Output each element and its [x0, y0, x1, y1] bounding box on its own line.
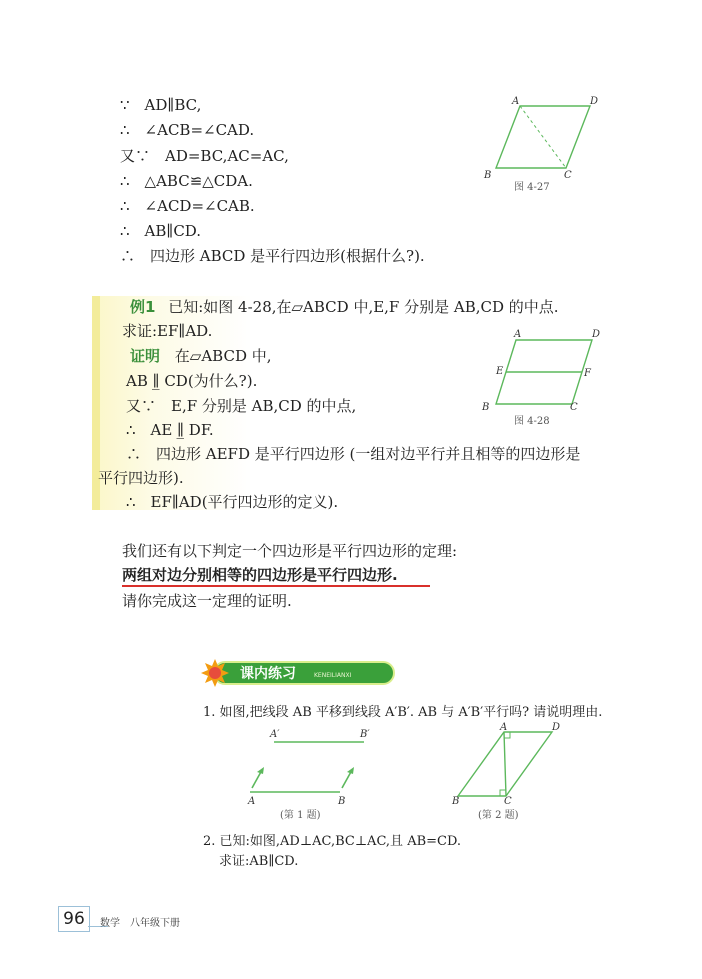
exercise-q1: 1. 如图,把线段 AB 平移到线段 A′B′. AB 与 A′B′平行吗? 请说明理由. [203, 705, 603, 720]
theorem-task: 请你完成这一定理的证明. [122, 592, 292, 610]
fig2-caption: (第 2 题) [478, 810, 519, 821]
figure-q1 [240, 726, 390, 826]
banner-title: 课内练习 [240, 666, 296, 682]
banner-subtitle: KENEILIANXI [314, 672, 352, 679]
example-given-text: 已知:如图 4-28,在▱ABCD 中,E,F 分别是 AB,CD 的中点. [168, 298, 559, 316]
example-line-3: ∴ AE ∥̲ DF. [126, 421, 214, 439]
footer-book-title: 数学 八年级下册 [100, 918, 180, 929]
proof-line-6: ∴ AB∥CD. [120, 222, 202, 240]
proof-line-4: ∴ △ABC≌△CDA. [120, 172, 253, 190]
proof-line-1: ∵ AD∥BC, [120, 96, 202, 114]
fig1-label-b1: B′ [360, 729, 370, 740]
example-line-4: ∴ 四边形 AEFD 是平行四边形 (一组对边平行并且相等的四边形是 [126, 445, 581, 463]
proof-first-text: 在▱ABCD 中, [174, 347, 272, 365]
fig427-label-b: B [484, 170, 492, 181]
proof-line-5: ∴ ∠ACD=∠CAB. [120, 197, 255, 215]
exercise-q2-prove: 求证:AB∥CD. [219, 854, 299, 869]
example-line-1: AB ∥̲ CD(为什么?). [126, 372, 258, 390]
fig427-label-a: A [512, 96, 520, 107]
example-label: 例1 [130, 298, 156, 316]
proof-line-7: ∴ 四边形 ABCD 是平行四边形(根据什么?). [120, 247, 425, 265]
fig427-label-d: D [590, 96, 599, 107]
theorem-intro: 我们还有以下判定一个四边形是平行四边形的定理: [122, 542, 458, 560]
fig428-caption: 图 4-28 [514, 416, 550, 427]
proof-label: 证明 [130, 347, 161, 365]
fig427-caption: 图 4-27 [514, 182, 550, 193]
example-given [130, 296, 559, 318]
figure-4-28 [480, 326, 610, 432]
fig1-label-b: B [338, 796, 346, 807]
exercise-q2: 2. 已知:如图,AD⊥AC,BC⊥AC,且 AB=CD. [203, 834, 462, 849]
fig1-label-a: A [248, 796, 256, 807]
fig428-label-d: D [592, 329, 601, 340]
exercise-banner [200, 658, 396, 688]
theorem-underline [122, 585, 430, 587]
fig428-label-e: E [496, 366, 504, 377]
fig1-label-a1: A′ [270, 729, 280, 740]
proof-line-3: 又∵ AD=BC,AC=AC, [120, 147, 289, 165]
example-line-5: 平行四边形). [98, 469, 184, 487]
fig428-label-a: A [514, 329, 522, 340]
fig1-caption: (第 1 题) [280, 810, 321, 821]
proof-line-2: ∴ ∠ACB=∠CAD. [120, 121, 255, 139]
fig428-label-b: B [482, 402, 490, 413]
example-line-2: 又∵ E,F 分别是 AB,CD 的中点, [126, 397, 357, 415]
fig2-label-c: C [504, 796, 512, 807]
figure-4-27 [478, 92, 608, 202]
fig2-label-a: A [500, 722, 508, 733]
example-proof-start [130, 345, 272, 367]
fig428-label-c: C [570, 402, 578, 413]
fig428-label-f: F [584, 368, 591, 379]
theorem-statement: 两组对边分别相等的四边形是平行四边形. [122, 566, 398, 584]
example-prove: 求证:EF∥AD. [122, 322, 213, 340]
example-line-6: ∴ EF∥AD(平行四边形的定义). [126, 493, 339, 511]
fig2-label-b: B [452, 796, 460, 807]
fig2-label-d: D [552, 722, 561, 733]
fig427-label-c: C [564, 170, 572, 181]
figure-q2 [448, 720, 568, 826]
page-number: 96 [58, 906, 90, 932]
